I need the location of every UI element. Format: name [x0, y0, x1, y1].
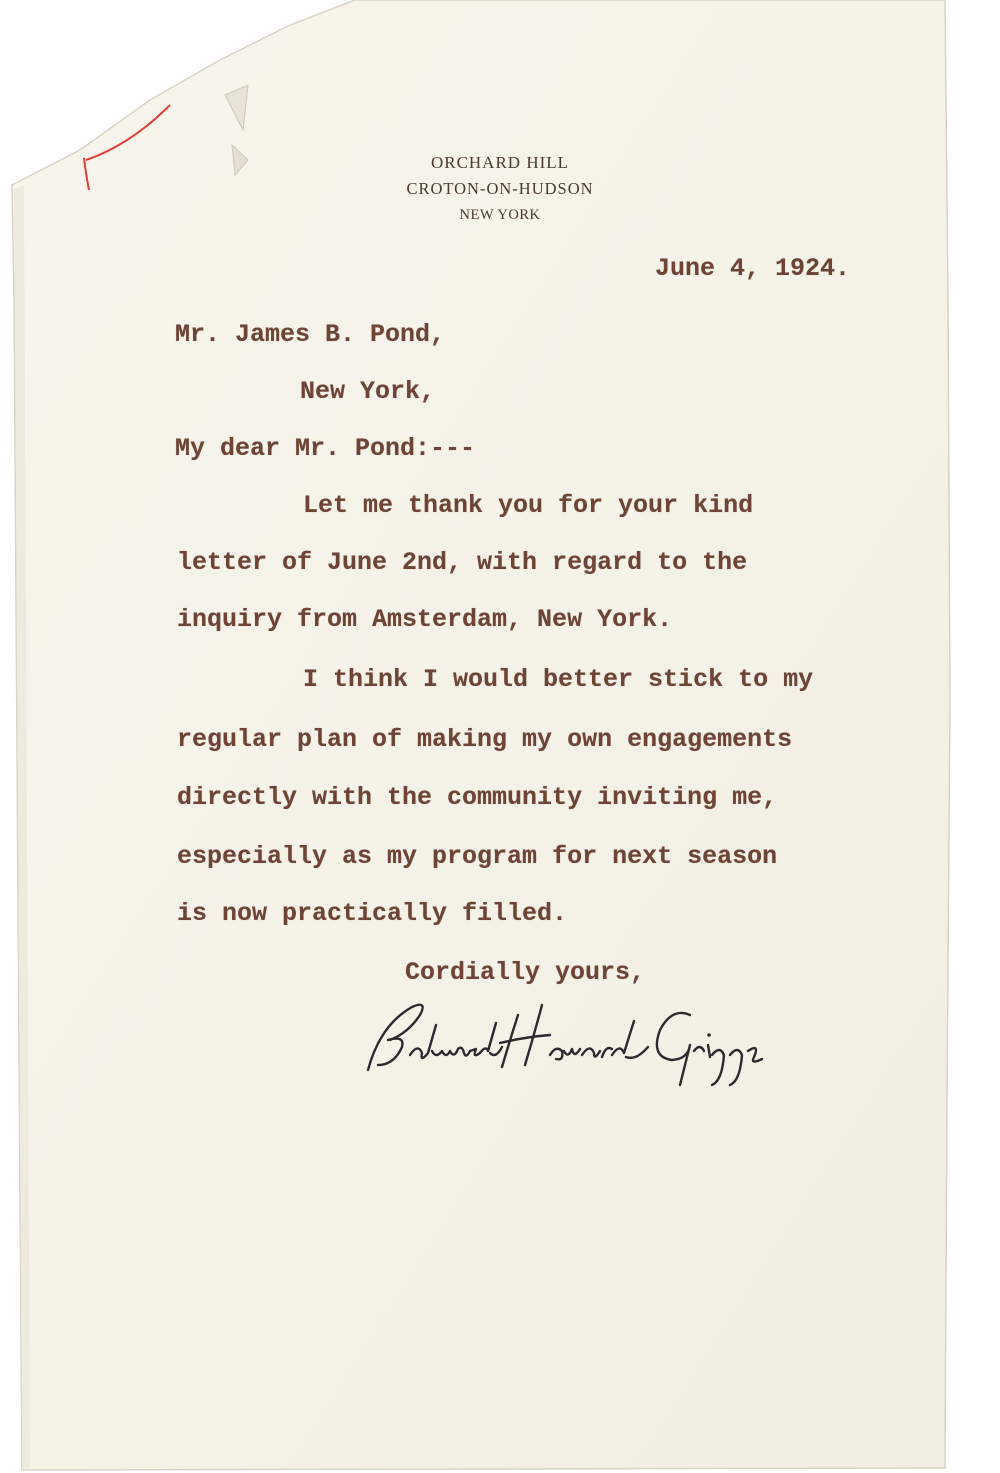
letterhead-town: CROTON-ON-HUDSON — [406, 179, 594, 198]
body-line: is now practically filled. — [177, 899, 568, 928]
body-line: regular plan of making my own engagements — [177, 725, 793, 754]
closing: Cordially yours, — [405, 958, 646, 987]
body-line: letter of June 2nd, with regard to the — [177, 548, 748, 577]
body-line: I think I would better stick to my — [303, 665, 814, 694]
body-line: directly with the community inviting me, — [177, 783, 778, 812]
recipient-city: New York, — [300, 377, 436, 406]
recipient-name: Mr. James B. Pond, — [175, 320, 446, 349]
handwritten-signature — [350, 985, 830, 1095]
body-line: Let me thank you for your kind — [303, 491, 754, 520]
body-line: inquiry from Amsterdam, New York. — [177, 605, 673, 634]
letter-date: June 4, 1924. — [655, 254, 851, 283]
body-line: especially as my program for next season — [177, 842, 778, 871]
letterhead — [300, 150, 700, 228]
salutation: My dear Mr. Pond:--- — [175, 434, 476, 463]
letterhead-estate: ORCHARD HILL — [430, 153, 570, 172]
letterhead-state: NEW YORK — [459, 207, 541, 223]
